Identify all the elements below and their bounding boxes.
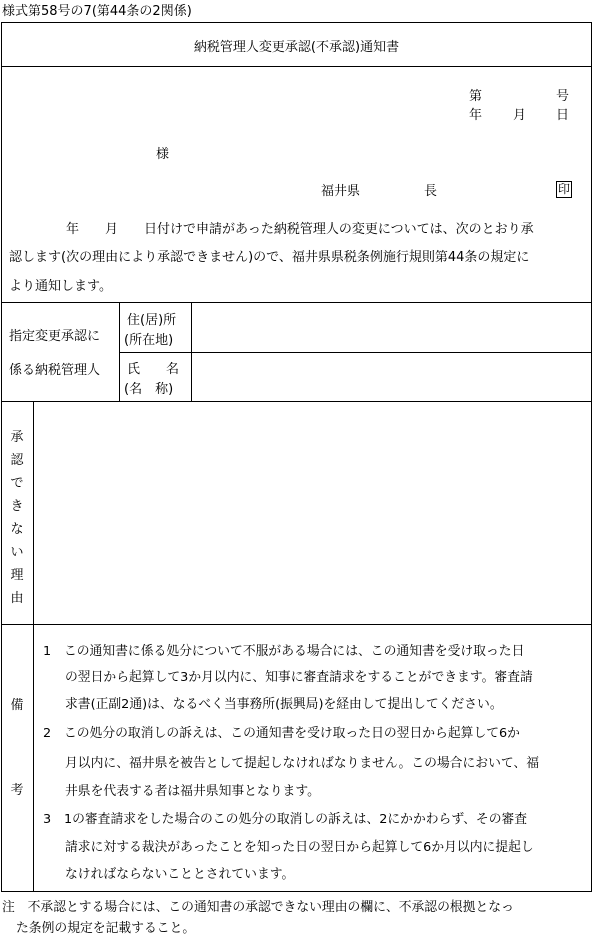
- reason-label-char: で: [10, 476, 24, 491]
- frame-right: [591, 22, 592, 892]
- reason-label-char: き: [10, 499, 24, 514]
- doc-number-prefix: 第: [469, 89, 483, 104]
- frame-agent-mid: [119, 352, 592, 353]
- remarks-line: 請求に対する裁決があったことを知った日の翌日から起算して6か月以内に提起し: [65, 840, 534, 855]
- remarks-line: 1 この通知書に係る処分について不服がある場合には、この通知書を受け取った日: [43, 644, 525, 659]
- date-day: 日: [556, 108, 570, 123]
- frame-left: [1, 22, 2, 892]
- body-line-1: 年 月 日付けで申請があった納税管理人の変更については、次のとおり承: [66, 222, 534, 237]
- reason-label-char: 承: [10, 430, 24, 445]
- agent-field-divider: [191, 302, 192, 402]
- remarks-label-char: 考: [10, 783, 24, 798]
- note-line: 注 不承認とする場合には、この通知書の承認できない理由の欄に、不承認の根拠となっ: [2, 900, 514, 915]
- remarks-line: 3 1の審査請求をした場合のこの処分の取消しの訴えは、2にかかわらず、その審査: [43, 812, 528, 827]
- reason-label-char: 由: [10, 591, 24, 606]
- doc-number-suffix: 号: [556, 89, 570, 104]
- issuer-office: 福井県: [321, 184, 361, 199]
- frame-agent-top: [1, 302, 592, 303]
- frame-reason-bottom: [1, 624, 592, 625]
- date-year: 年: [469, 108, 483, 123]
- seal-mark: 印: [558, 182, 571, 196]
- frame-bottom: [1, 891, 592, 892]
- reason-label-char: な: [10, 522, 24, 537]
- date-month: 月: [513, 108, 527, 123]
- addressee-suffix: 様: [156, 147, 170, 162]
- remarks-line: 月以内に、福井県を被告として提起しなければなりません。この場合において、福: [65, 756, 539, 771]
- issuer-title: 長: [424, 184, 438, 199]
- agent-label-divider: [119, 302, 120, 402]
- form-title: 納税管理人変更承認(不承認)通知書: [193, 40, 400, 55]
- reason-label-char: 認: [10, 453, 24, 468]
- remarks-line: なければならないこととされています。: [65, 867, 295, 882]
- reason-label-char: い: [10, 545, 24, 560]
- remarks-line: の翌日から起算して3か月以内に、知事に審査請求をすることができます。審査請: [65, 670, 533, 685]
- remarks-line: 井県を代表する者は福井県知事となります。: [65, 784, 320, 799]
- remarks-label-char: 備: [10, 698, 24, 713]
- reason-label-char: 理: [10, 568, 24, 583]
- body-line-2: 認します(次の理由により承認できません)ので、福井県県税条例施行規則第44条の規定に: [9, 250, 530, 265]
- name-label-line-2: (名 称): [124, 382, 174, 397]
- name-label-line-1: 氏 名: [127, 362, 180, 377]
- frame-top: [1, 22, 592, 23]
- frame-title-bottom: [1, 66, 592, 67]
- body-line-3: より通知します。: [9, 279, 112, 294]
- agent-label-line-1: 指定変更承認に: [9, 329, 101, 344]
- form-id: 様式第58号の7(第44条の2関係): [2, 4, 192, 19]
- address-label-line-2: (所在地): [124, 333, 174, 348]
- address-label-line-1: 住(居)所: [127, 313, 177, 328]
- remarks-line: 求書(正副2通)は、なるべく当事務所(振興局)を経由して提出してください。: [65, 697, 503, 712]
- note-line: た条例の規定を記載すること。: [16, 921, 196, 936]
- frame-agent-bottom: [1, 401, 592, 402]
- agent-label-line-2: 係る納税管理人: [9, 363, 101, 378]
- reason-label-divider: [33, 401, 34, 891]
- remarks-line: 2 この処分の取消しの訴えは、この通知書を受け取った日の翌日から起算して6か: [43, 726, 520, 741]
